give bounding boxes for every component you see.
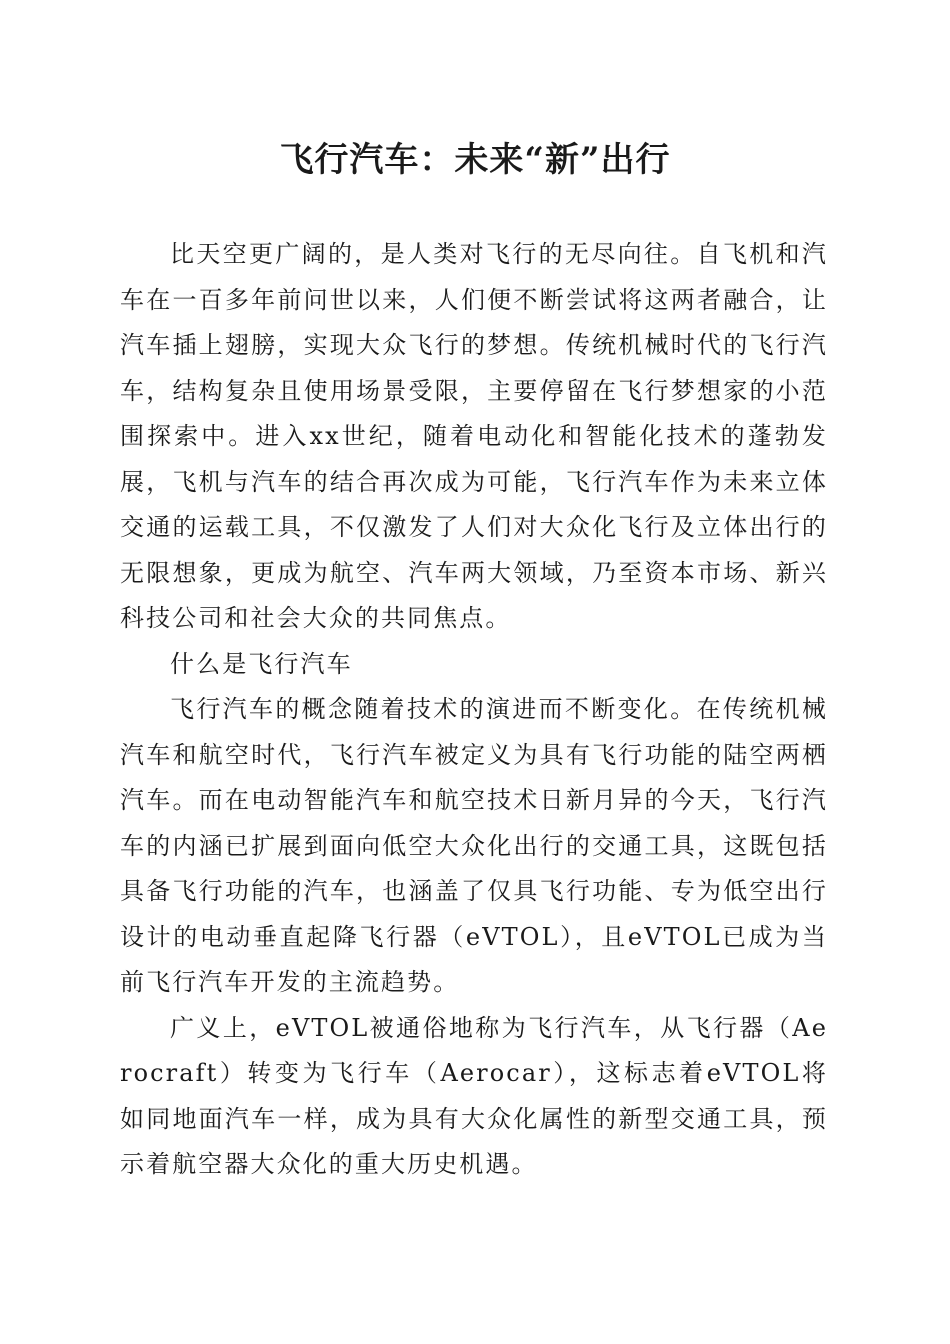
paragraph-broad-sense: 广义上，eVTOL被通俗地称为飞行汽车，从飞行器（Aerocraft）转变为飞行车（Aerocar），这标志着eVTOL将如同地面汽车一样，成为具有大众化属性的新型交通工具，预示着航空器大众化的重大历史机遇。	[120, 1013, 828, 1178]
paragraph-definition: 飞行汽车的概念随着技术的演进而不断变化。在传统机械汽车和航空时代，飞行汽车被定义为具有飞行功能的陆空两栖汽车。而在电动智能汽车和航空技术日新月异的今天，飞行汽车的内涵已扩展到面向低空大众化出行的交通工具，这既包括具备飞行功能的汽车，也涵盖了仅具飞行功能、专为低空出行设计的电动垂直起降飞行器（eVTOL），且eVTOL已成为当前飞行汽车开发的主流趋势。	[120, 695, 828, 996]
section-heading: 什么是飞行汽车	[170, 649, 353, 678]
document-body	[120, 232, 828, 1188]
paragraph-intro: 比天空更广阔的，是人类对飞行的无尽向往。自飞机和汽车在一百多年前问世以来，人们便不断尝试将这两者融合，让汽车插上翅膀，实现大众飞行的梦想。传统机械时代的飞行汽车，结构复杂且使用场景受限，主要停留在飞行梦想家的小范围探索中。进入xx世纪，随着电动化和智能化技术的蓬勃发展，飞机与汽车的结合再次成为可能，飞行汽车作为未来立体交通的运载工具，不仅激发了人们对大众化飞行及立体出行的无限想象，更成为航空、汽车两大领域，乃至资本市场、新兴科技公司和社会大众的共同焦点。	[120, 240, 828, 632]
document-title: 飞行汽车：未来“新”出行	[279, 140, 671, 180]
